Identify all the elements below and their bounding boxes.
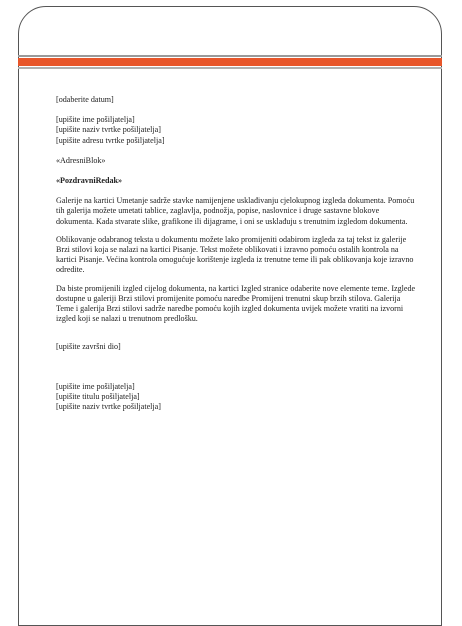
sender-company-field[interactable]: [upišite naziv tvrtke pošiljatelja] [56, 125, 161, 135]
sender-address-field[interactable]: [upišite adresu tvrtke pošiljatelja] [56, 135, 165, 145]
body-paragraph-3: Da biste promijenili izgled cijelog dokumenta, na kartici Izgled stranice odaberite nove elemente teme. Izglede dostupne u galeriji Brzi stilovi promijenite pomoću naredbe Promijeni trenutni skup brzih stilova. Galerija Teme i galerija Brzi stilovi sadrže naredbe pomoću kojih izgled dokumenta uvijek možete vratiti na izvorni izgled koji se nalazi u trenutnom predlošku. [56, 283, 416, 324]
letter-body [56, 95, 416, 412]
signature-title-field[interactable]: [upišite titulu pošiljatelja] [56, 391, 140, 401]
body-paragraph-1: Galerije na kartici Umetanje sadrže stavke namijenjene usklađivanju cjelokupnog izgleda dokumenta. Pomoću tih galerija možete umetati tablice, zaglavlja, podnožja, popise, naslovnice i druge sastavne blokove dokumenta. Kada stvarate slike, grafikone ili dijagrame, i oni se usklađuju s trenutnim izgledom dokumenta. [56, 196, 415, 226]
date-field[interactable]: [odaberite datum] [56, 95, 114, 104]
greeting-field[interactable]: «PozdravniRedak» [56, 176, 123, 186]
signature-company-field[interactable]: [upišite naziv tvrtke pošiljatelja] [56, 402, 161, 412]
signature-name-field[interactable]: [upišite ime pošiljatelja] [56, 381, 135, 391]
signature-block [56, 382, 416, 413]
header-band-top [18, 55, 442, 57]
sender-block [56, 115, 416, 146]
closing-field[interactable]: [upišite završni dio] [56, 342, 121, 352]
body-paragraph-2: Oblikovanje odabranog teksta u dokumentu možete lako promijeniti odabirom izgleda za taj tekst iz galerije Brzi stilovi koja se nalazi na kartici Pisanje. Tekst možete oblikovati i izravno pomoću ostalih kontrola na kartici Pisanje. Većina kontrola omogućuje korištenje izgleda iz trenutne teme ili pak oblikovanja koje izravno odredite. [56, 234, 414, 275]
header-band-accent [18, 58, 442, 66]
header-band-bottom [18, 67, 442, 69]
address-block-field[interactable]: «AdresniBlok» [56, 155, 106, 165]
sender-name-field[interactable]: [upišite ime pošiljatelja] [56, 115, 135, 125]
